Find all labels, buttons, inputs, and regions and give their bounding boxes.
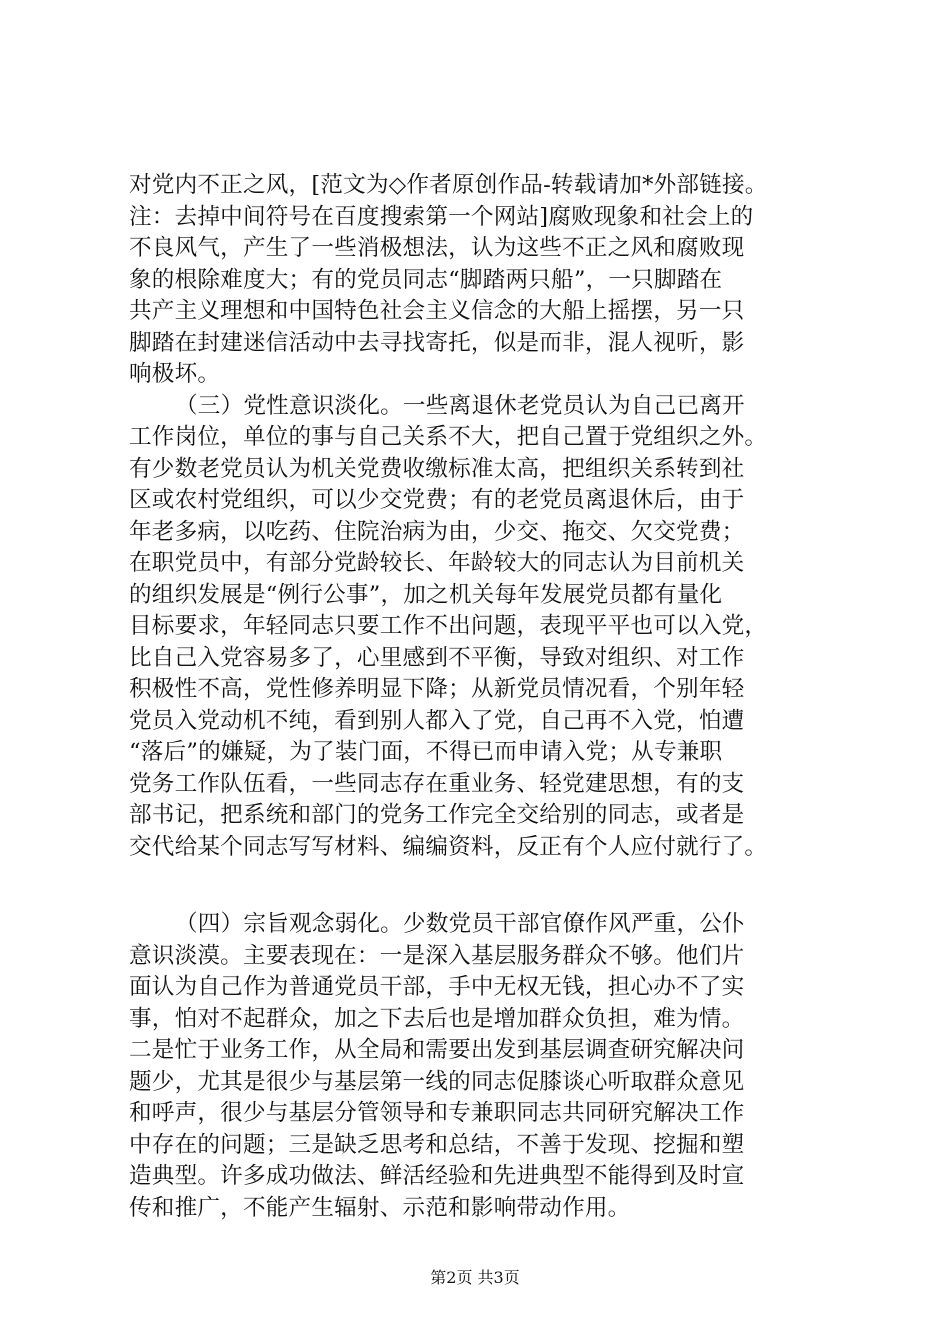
text-line: 面认为自己作为普通党员干部，手中无权无钱，担心办不了实 [129,974,745,1000]
text-line: 意识淡漠。主要表现在：一是深入基层服务群众不够。他们片 [129,942,745,969]
text-line: 在职党员中，有部分党龄较长、年龄较大的同志认为目前机关 [129,550,745,576]
text-line: 党员入党动机不纯，看到别人都入了党，自己再不入党，怕遭 [129,707,745,734]
text-line: 题少，尤其是很少与基层第一线的同志促膝谈心听取群众意见 [129,1068,745,1095]
text-line: 比自己入党容易多了，心里感到不平衡，导致对组织、对工作 [129,644,745,671]
text-line: （四）宗旨观念弱化。少数党员干部官僚作风严重，公仆 [175,911,745,937]
text-line: 不良风气，产生了一些消极想法，认为这些不正之风和腐败现 [129,235,745,261]
paragraph-gap [129,863,841,909]
text-line: 年老多病，以吃药、住院治病为由，少交、拖交、欠交党费； [129,518,745,545]
text-line: 党务工作队伍看，一些同志存在重业务、轻党建思想，有的支 [129,770,745,797]
text-line: “落后”的嫌疑，为了装门面，不得已而申请入党；从专兼职 [129,739,723,765]
text-line: 工作岗位，单位的事与自己关系不大，把自己置于党组织之外。 [129,424,768,450]
text-line: 造典型。许多成功做法、鲜活经验和先进典型不能得到及时宣 [129,1163,745,1189]
text-line: 的组织发展是“例行公事”，加之机关每年发展党员都有量化 [129,581,723,608]
text-line: 二是忙于业务工作，从全局和需要出发到基层调查研究解决问 [129,1037,745,1063]
paragraph-section-three [129,391,841,864]
text-line: 部书记，把系统和部门的党务工作完全交给别的同志，或者是 [129,802,745,828]
text-line: 区或农村党组织，可以少交党费；有的老党员离退休后，由于 [129,487,745,513]
text-line: 脚踏在封建迷信活动中去寻找寄托，似是而非，混人视听，影 [129,329,745,356]
paragraph-section-four [129,909,841,1224]
text-line: 共产主义理想和中国特色社会主义信念的大船上摇摆，另一只 [129,298,745,324]
text-line: 对党内不正之风，[范文为◇作者原创作品-转载请加*外部链接。 [129,172,768,198]
page-number-label: 第2页 共3页 [430,1268,520,1287]
text-line: 交代给某个同志写写材料、编编资料，反正有个人应付就行了。 [129,833,768,860]
text-line: 目标要求，年轻同志只要工作不出问题，表现平平也可以入党， [129,613,768,639]
page-footer [0,1268,950,1288]
text-line: 和呼声，很少与基层分管领导和专兼职同志共同研究解决工作 [129,1100,745,1126]
document-body [129,170,841,1224]
text-line: （三）党性意识淡化。一些离退休老党员认为自己已离开 [175,392,745,419]
paragraph-continuation [129,170,841,391]
text-line: 有少数老党员认为机关党费收缴标准太高，把组织关系转到社 [129,455,745,482]
text-line: 积极性不高，党性修养明显下降；从新党员情况看，个别年轻 [129,676,745,702]
text-line: 中存在的问题；三是缺乏思考和总结，不善于发现、挖掘和塑 [129,1131,745,1158]
text-line: 传和推广，不能产生辐射、示范和影响带动作用。 [129,1194,631,1221]
text-line: 象的根除难度大；有的党员同志“脚踏两只船”，一只脚踏在 [129,266,723,293]
text-line: 事，怕对不起群众，加之下去后也是增加群众负担，难为情。 [129,1005,745,1032]
text-line: 注：去掉中间符号在百度搜索第一个网站]腐败现象和社会上的 [129,203,754,230]
text-line: 响极坏。 [129,361,221,387]
